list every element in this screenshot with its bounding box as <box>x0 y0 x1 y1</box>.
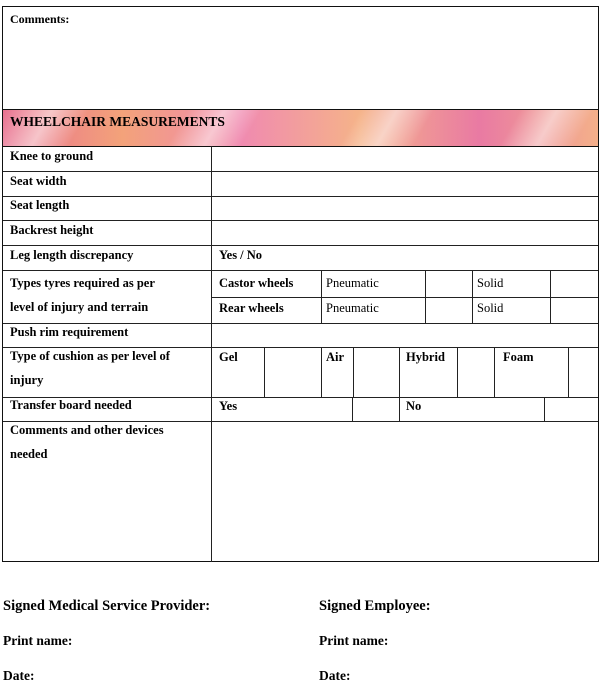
row-divider <box>3 347 598 348</box>
column-divider <box>211 146 212 562</box>
cell-divider <box>321 270 322 323</box>
comments-other-label-line2: needed <box>10 447 48 461</box>
cell-divider <box>353 347 354 397</box>
print-name-right-label: Print name: <box>319 633 389 648</box>
cell-divider <box>494 347 495 397</box>
backrest-height-label: Backrest height <box>10 223 94 237</box>
cell-divider <box>399 347 400 397</box>
seat-length-label: Seat length <box>10 198 70 212</box>
row-divider <box>3 220 598 221</box>
section-title: WHEELCHAIR MEASUREMENTS <box>10 114 225 129</box>
push-rim-label: Push rim requirement <box>10 325 129 339</box>
foam-option-label: Foam <box>503 350 534 364</box>
row-divider <box>3 196 598 197</box>
cell-divider <box>352 397 353 421</box>
solid-castor-label: Solid <box>477 276 504 290</box>
transfer-yes-label: Yes <box>219 399 238 413</box>
cell-divider <box>264 347 265 397</box>
comments-box[interactable] <box>3 7 598 110</box>
leg-length-options[interactable]: Yes / No <box>219 248 263 262</box>
castor-wheels-label: Castor wheels <box>219 276 294 290</box>
cell-divider <box>457 347 458 397</box>
transfer-board-label: Transfer board needed <box>10 398 132 412</box>
tyres-label-line1: Types tyres required as per <box>10 276 155 290</box>
cushion-label-line2: injury <box>10 373 44 387</box>
cell-divider <box>544 397 545 421</box>
row-divider <box>3 270 598 271</box>
signed-employee-label: Signed Employee: <box>319 598 431 614</box>
air-option-label: Air <box>326 350 345 364</box>
comments-label: Comments: <box>10 12 70 26</box>
hybrid-option-label: Hybrid <box>406 350 445 364</box>
cell-divider <box>425 270 426 323</box>
cell-divider <box>472 270 473 323</box>
section-banner <box>3 110 598 147</box>
pneumatic-rear-label: Pneumatic <box>326 301 379 315</box>
row-divider <box>3 421 598 422</box>
cell-divider <box>568 347 569 397</box>
row-divider <box>3 323 598 324</box>
wheelchair-form <box>2 6 599 562</box>
leg-length-label: Leg length discrepancy <box>10 248 134 262</box>
cell-divider <box>321 347 322 397</box>
solid-rear-label: Solid <box>477 301 504 315</box>
row-divider <box>211 297 598 298</box>
transfer-no-label: No <box>406 399 422 413</box>
row-divider <box>3 245 598 246</box>
cushion-label-line1: Type of cushion as per level of <box>10 349 170 363</box>
signed-provider-label: Signed Medical Service Provider: <box>3 598 211 614</box>
date-right-label: Date: <box>319 668 351 683</box>
comments-other-label-line1: Comments and other devices <box>10 423 164 437</box>
gel-option-label: Gel <box>219 350 238 364</box>
tyres-label-line2: level of injury and terrain <box>10 300 149 314</box>
print-name-left-label: Print name: <box>3 633 73 648</box>
date-left-label: Date: <box>3 668 35 683</box>
seat-width-label: Seat width <box>10 174 67 188</box>
cell-divider <box>550 270 551 323</box>
row-divider <box>3 171 598 172</box>
knee-to-ground-label: Knee to ground <box>10 149 94 163</box>
rear-wheels-label: Rear wheels <box>219 301 284 315</box>
pneumatic-castor-label: Pneumatic <box>326 276 379 290</box>
cell-divider <box>399 397 400 421</box>
